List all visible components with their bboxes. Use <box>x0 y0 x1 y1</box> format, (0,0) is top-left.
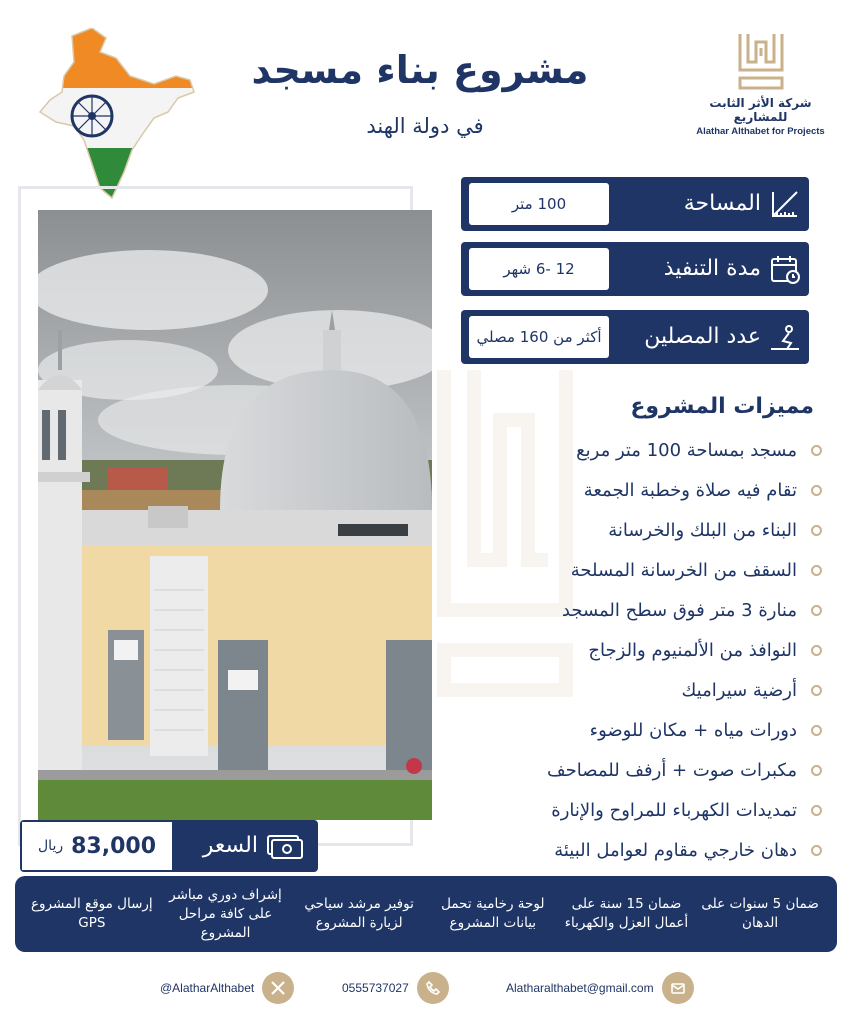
prayer-icon <box>769 321 801 353</box>
area-label: المساحة <box>683 191 761 216</box>
bullet-icon <box>811 525 822 536</box>
guarantee-item: توفير مرشد سياحي لزيارة المشروع <box>304 896 414 931</box>
price-value: 83,000 <box>71 833 157 859</box>
feature-item: مسجد بمساحة 100 متر مربع <box>382 430 822 470</box>
price-label: السعر <box>202 833 258 858</box>
price-value-box <box>22 822 172 870</box>
guarantees-bar <box>15 876 837 952</box>
feature-item: مكبرات صوت + أرفف للمصاحف <box>382 750 822 790</box>
duration-label: مدة التنفيذ <box>663 256 761 281</box>
bullet-icon <box>811 645 822 656</box>
features-list <box>382 430 822 870</box>
india-flag-map <box>34 28 204 208</box>
logo-mark-icon <box>734 30 788 92</box>
area-value: 100 متر <box>469 183 609 225</box>
features-title: مميزات المشروع <box>630 394 814 419</box>
guarantee-item: ضمان 5 سنوات على الدهان <box>701 896 819 931</box>
logo-english-name: Alathar Althabet for Projects <box>696 126 825 137</box>
bullet-icon <box>811 605 822 616</box>
worshippers-value: أكثر من 160 مصلي <box>469 316 609 358</box>
feature-item: دورات مياه + مكان للوضوء <box>382 710 822 750</box>
company-logo <box>688 30 833 140</box>
bullet-icon <box>811 765 822 776</box>
phone-contact[interactable] <box>342 972 449 1004</box>
guarantee-item: لوحة رخامية تحمل بيانات المشروع <box>441 896 545 931</box>
feature-item: السقف من الخرسانة المسلحة <box>382 550 822 590</box>
feature-item: تمديدات الكهرباء للمراوح والإنارة <box>382 790 822 830</box>
money-icon <box>266 832 304 860</box>
email-contact[interactable] <box>506 972 694 1004</box>
bullet-icon <box>811 565 822 576</box>
guarantee-item: إرسال موقع المشروع GPS <box>30 896 153 931</box>
feature-item: دهان خارجي مقاوم لعوامل البيئة <box>382 830 822 870</box>
email-text[interactable]: Alatharalthabet@gmail.com <box>506 981 654 995</box>
mail-icon[interactable] <box>662 972 694 1004</box>
social-handle[interactable] <box>160 972 294 1004</box>
guarantee-item: ضمان 15 سنة على أعمال العزل والكهرباء <box>564 896 689 931</box>
x-handle-text[interactable]: @AlatharAlthabet <box>160 981 255 995</box>
feature-item: تقام فيه صلاة وخطبة الجمعة <box>382 470 822 510</box>
worshippers-box <box>461 310 809 364</box>
x-logo-icon[interactable] <box>262 972 294 1004</box>
worshippers-label: عدد المصلين <box>644 324 761 349</box>
bullet-icon <box>811 805 822 816</box>
bullet-icon <box>811 725 822 736</box>
feature-item: أرضية سيراميك <box>382 670 822 710</box>
page-subtitle: في دولة الهند <box>366 114 484 138</box>
duration-value: 12 -6 شهر <box>469 248 609 290</box>
mosque-photo <box>38 210 432 820</box>
logo-arabic-name: شركة الأثر الثابت للمشاريع <box>709 96 812 124</box>
feature-item: النوافذ من الألمنيوم والزجاج <box>382 630 822 670</box>
page-title: مشروع بناء مسجد <box>251 48 589 92</box>
bullet-icon <box>811 685 822 696</box>
feature-item: البناء من البلك والخرسانة <box>382 510 822 550</box>
bullet-icon <box>811 485 822 496</box>
guarantee-item: إشراف دوري مباشر على كافة مراحل المشروع <box>169 886 282 941</box>
calendar-icon <box>769 253 801 285</box>
phone-text[interactable]: 0555737027 <box>342 981 409 995</box>
duration-box <box>461 242 809 296</box>
footer <box>0 968 852 1012</box>
price-currency: ريال <box>38 838 64 854</box>
price-box <box>20 820 318 872</box>
feature-item: منارة 3 متر فوق سطح المسجد <box>382 590 822 630</box>
phone-icon[interactable] <box>417 972 449 1004</box>
bullet-icon <box>811 445 822 456</box>
bullet-icon <box>811 845 822 856</box>
area-box <box>461 177 809 231</box>
ruler-icon <box>769 188 801 220</box>
